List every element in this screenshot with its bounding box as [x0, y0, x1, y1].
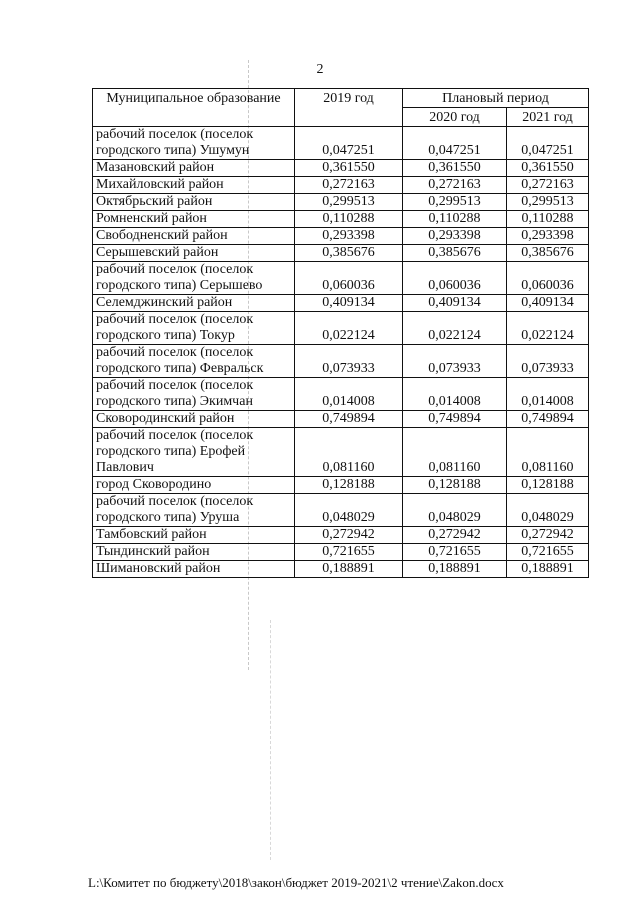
municipality-cell: Селемджинский район [93, 295, 295, 312]
municipality-cell: Ромненский район [93, 211, 295, 228]
value-2021-cell: 0,128188 [507, 477, 589, 494]
value-2021-cell: 0,073933 [507, 345, 589, 378]
table-row [93, 428, 589, 477]
value-2019-cell: 0,048029 [295, 494, 403, 527]
value-2019-cell: 0,081160 [295, 428, 403, 477]
table-row [93, 245, 589, 262]
municipality-cell: рабочий поселок (поселок городского типа) Уруша [93, 494, 295, 527]
header-year-2021: 2021 год [507, 108, 589, 127]
value-2020-cell: 0,022124 [403, 312, 507, 345]
value-2020-cell: 0,409134 [403, 295, 507, 312]
budget-table [92, 88, 589, 578]
table-row [93, 160, 589, 177]
value-2020-cell: 0,749894 [403, 411, 507, 428]
value-2020-cell: 0,014008 [403, 378, 507, 411]
value-2021-cell: 0,047251 [507, 127, 589, 160]
value-2021-cell: 0,299513 [507, 194, 589, 211]
value-2020-cell: 0,110288 [403, 211, 507, 228]
value-2019-cell: 0,073933 [295, 345, 403, 378]
municipality-cell: рабочий поселок (поселок городского типа) Экимчан [93, 378, 295, 411]
table-row [93, 262, 589, 295]
value-2020-cell: 0,060036 [403, 262, 507, 295]
value-2019-cell: 0,721655 [295, 544, 403, 561]
value-2021-cell: 0,014008 [507, 378, 589, 411]
table-row [93, 345, 589, 378]
value-2019-cell: 0,293398 [295, 228, 403, 245]
value-2019-cell: 0,188891 [295, 561, 403, 578]
value-2019-cell: 0,022124 [295, 312, 403, 345]
table-row [93, 544, 589, 561]
value-2020-cell: 0,361550 [403, 160, 507, 177]
municipality-cell: город Сковородино [93, 477, 295, 494]
municipality-cell: Тамбовский район [93, 527, 295, 544]
value-2020-cell: 0,073933 [403, 345, 507, 378]
value-2019-cell: 0,272942 [295, 527, 403, 544]
value-2021-cell: 0,110288 [507, 211, 589, 228]
table-row [93, 494, 589, 527]
value-2020-cell: 0,128188 [403, 477, 507, 494]
table-row [93, 127, 589, 160]
municipality-cell: Мазановский район [93, 160, 295, 177]
value-2021-cell: 0,721655 [507, 544, 589, 561]
value-2021-cell: 0,188891 [507, 561, 589, 578]
municipality-cell: рабочий поселок (поселок городского типа) Серышево [93, 262, 295, 295]
value-2019-cell: 0,299513 [295, 194, 403, 211]
scan-artifact-line [270, 620, 271, 860]
value-2021-cell: 0,272163 [507, 177, 589, 194]
table-row [93, 411, 589, 428]
header-year-2020: 2020 год [403, 108, 507, 127]
header-year-2019: 2019 год [295, 89, 403, 127]
value-2021-cell: 0,385676 [507, 245, 589, 262]
value-2021-cell: 0,293398 [507, 228, 589, 245]
value-2020-cell: 0,188891 [403, 561, 507, 578]
table-row [93, 477, 589, 494]
value-2019-cell: 0,060036 [295, 262, 403, 295]
value-2020-cell: 0,385676 [403, 245, 507, 262]
municipality-cell: Шимановский район [93, 561, 295, 578]
value-2020-cell: 0,299513 [403, 194, 507, 211]
municipality-cell: Октябрьский район [93, 194, 295, 211]
municipality-cell: Михайловский район [93, 177, 295, 194]
value-2020-cell: 0,048029 [403, 494, 507, 527]
municipality-cell: рабочий поселок (поселок городского типа) Февральск [93, 345, 295, 378]
municipality-cell: рабочий поселок (поселок городского типа) Ушумун [93, 127, 295, 160]
table-row [93, 561, 589, 578]
municipality-cell: Серышевский район [93, 245, 295, 262]
municipality-cell: Тындинский район [93, 544, 295, 561]
value-2021-cell: 0,272942 [507, 527, 589, 544]
value-2021-cell: 0,060036 [507, 262, 589, 295]
page-number: 2 [316, 62, 324, 77]
value-2019-cell: 0,385676 [295, 245, 403, 262]
municipality-cell: рабочий поселок (поселок городского типа) Токур [93, 312, 295, 345]
value-2021-cell: 0,409134 [507, 295, 589, 312]
municipality-cell: Свободненский район [93, 228, 295, 245]
municipality-cell: рабочий поселок (поселок городского типа) Ерофей Павлович [93, 428, 295, 477]
footer-file-path: L:\Комитет по бюджету\2018\закон\бюджет 2019-2021\2 чтение\Zakon.docx [88, 875, 504, 890]
table-row [93, 228, 589, 245]
value-2021-cell: 0,361550 [507, 160, 589, 177]
value-2019-cell: 0,128188 [295, 477, 403, 494]
value-2019-cell: 0,361550 [295, 160, 403, 177]
value-2021-cell: 0,081160 [507, 428, 589, 477]
header-planning-period: Плановый период [403, 89, 589, 108]
value-2020-cell: 0,272942 [403, 527, 507, 544]
table-row [93, 378, 589, 411]
value-2019-cell: 0,110288 [295, 211, 403, 228]
value-2019-cell: 0,014008 [295, 378, 403, 411]
value-2020-cell: 0,293398 [403, 228, 507, 245]
table-row [93, 312, 589, 345]
table-header [93, 89, 589, 127]
table-row [93, 194, 589, 211]
value-2019-cell: 0,272163 [295, 177, 403, 194]
table-body [93, 127, 589, 578]
table-row [93, 295, 589, 312]
value-2020-cell: 0,081160 [403, 428, 507, 477]
value-2020-cell: 0,721655 [403, 544, 507, 561]
value-2019-cell: 0,749894 [295, 411, 403, 428]
value-2020-cell: 0,272163 [403, 177, 507, 194]
value-2021-cell: 0,022124 [507, 312, 589, 345]
value-2021-cell: 0,048029 [507, 494, 589, 527]
value-2019-cell: 0,047251 [295, 127, 403, 160]
value-2020-cell: 0,047251 [403, 127, 507, 160]
header-municipality: Муниципальное образование [93, 89, 295, 127]
table-row [93, 527, 589, 544]
value-2021-cell: 0,749894 [507, 411, 589, 428]
value-2019-cell: 0,409134 [295, 295, 403, 312]
table-row [93, 177, 589, 194]
municipality-cell: Сковородинский район [93, 411, 295, 428]
table-row [93, 211, 589, 228]
